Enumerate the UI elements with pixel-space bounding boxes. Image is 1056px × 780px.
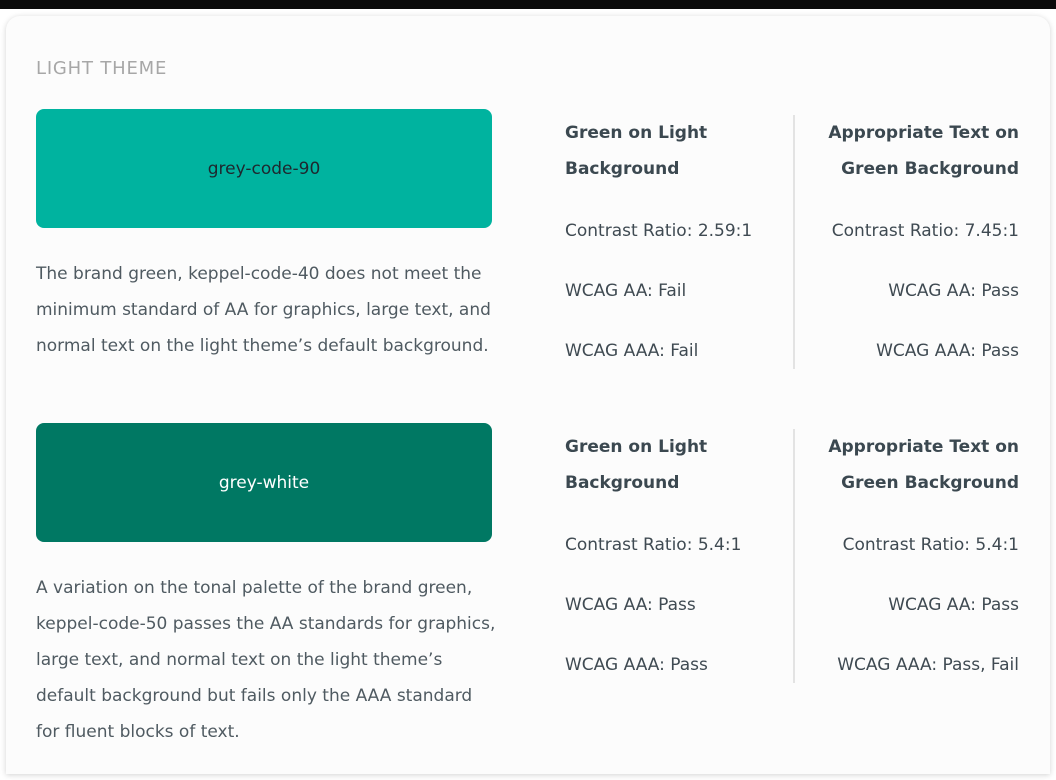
contrast-columns: [565, 109, 1019, 369]
contrast-section-keppel-code-50: [36, 423, 1050, 750]
color-swatch-grey-white: [36, 423, 492, 542]
wcag-aa-result: WCAG AA: Pass: [565, 595, 696, 615]
contrast-ratio-value: Contrast Ratio: 2.59:1: [565, 221, 753, 241]
color-swatch-grey-code-90: [36, 109, 492, 228]
column-title: Appropriate Text on Green Background: [828, 123, 1019, 179]
wcag-aa-result: WCAG AA: Pass: [888, 281, 1019, 301]
text-on-green-column: [795, 115, 1019, 369]
green-on-light-column: [565, 429, 793, 683]
contrast-ratio-value: Contrast Ratio: 5.4:1: [565, 535, 742, 555]
wcag-aaa-result: WCAG AAA: Pass: [565, 655, 708, 675]
top-black-bar: [0, 0, 1056, 9]
swatch-block: [36, 109, 492, 364]
text-on-green-column: [795, 429, 1019, 683]
wcag-aaa-result: WCAG AAA: Pass, Fail: [837, 655, 1019, 675]
column-title: Green on Light Background: [565, 437, 708, 493]
page-title: LIGHT THEME: [36, 58, 168, 79]
wcag-aaa-result: WCAG AAA: Pass: [876, 341, 1019, 361]
swatch-description: The brand green, keppel-code-40 does not meet the minimum standard of AA for graphics, large text, and normal text on the light theme’s default background.: [36, 264, 491, 356]
column-title: Appropriate Text on Green Background: [828, 437, 1019, 493]
swatch-block: [36, 423, 496, 750]
contrast-ratio-value: Contrast Ratio: 5.4:1: [842, 535, 1019, 555]
swatch-label: grey-code-90: [207, 158, 321, 179]
column-title: Green on Light Background: [565, 123, 708, 179]
light-theme-card: [6, 16, 1050, 774]
contrast-ratio-value: Contrast Ratio: 7.45:1: [831, 221, 1019, 241]
swatch-description: A variation on the tonal palette of the brand green, keppel-code-50 passes the AA standards for graphics, large text, and normal text on the light theme’s default background but fails only the AAA standard for fluent blocks of text.: [36, 578, 496, 742]
contrast-section-keppel-code-40: [36, 109, 1050, 369]
wcag-aa-result: WCAG AA: Fail: [565, 281, 687, 301]
wcag-aaa-result: WCAG AAA: Fail: [565, 341, 699, 361]
contrast-columns: [565, 423, 1019, 683]
wcag-aa-result: WCAG AA: Pass: [888, 595, 1019, 615]
swatch-label: grey-white: [218, 472, 310, 493]
green-on-light-column: [565, 115, 793, 369]
